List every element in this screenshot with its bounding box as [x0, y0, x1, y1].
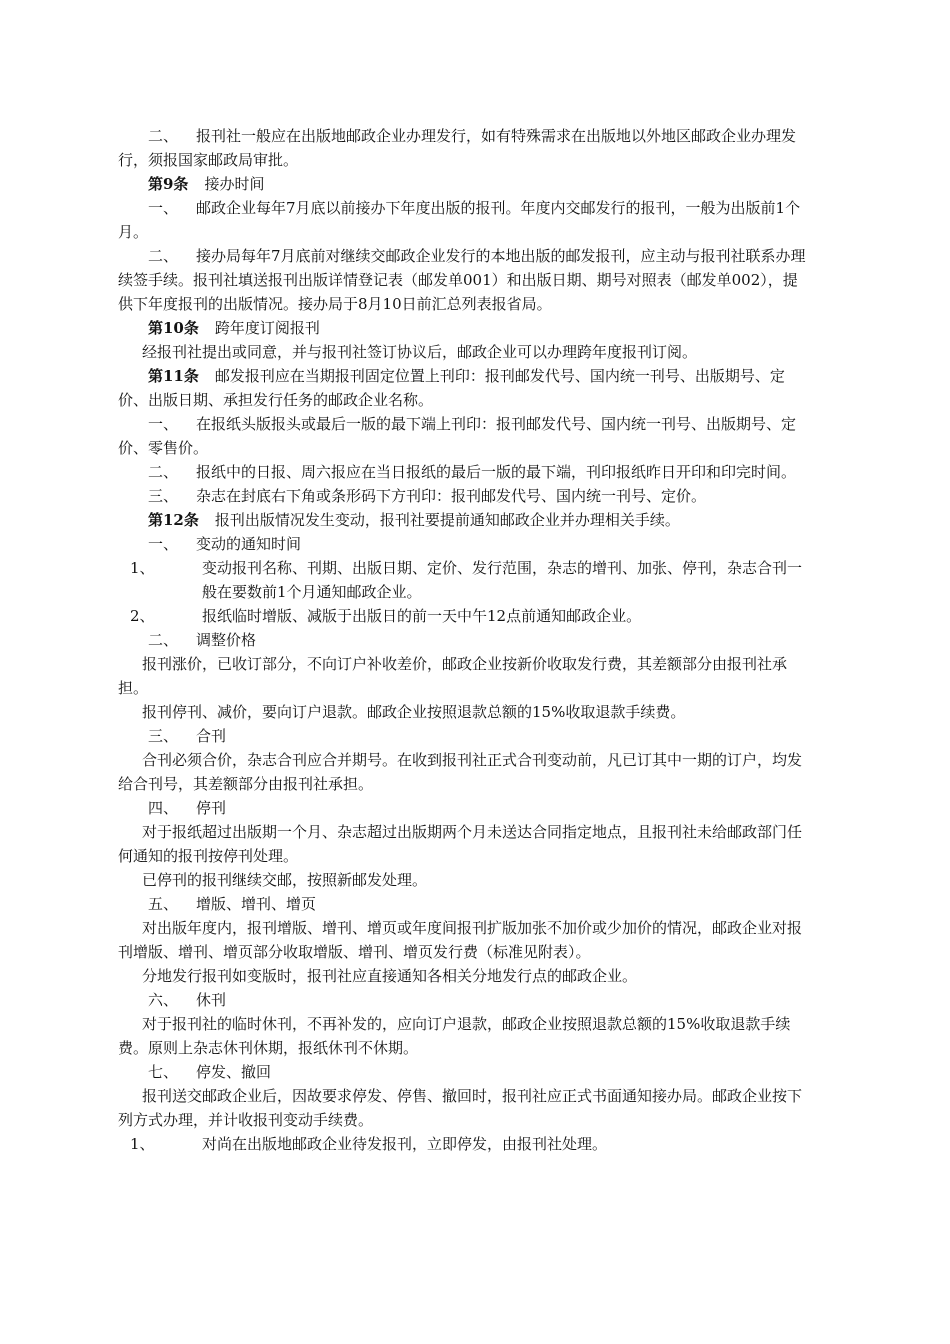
item-marker: 一、	[148, 535, 179, 553]
item-marker: 四、	[148, 799, 179, 817]
paragraph	[118, 988, 806, 1012]
paragraph	[118, 964, 806, 988]
paragraph-text: 邮政企业每年7月底以前接办下年度出版的报刊。年度内交邮发行的报刊，一般为出版前1个月。	[118, 199, 801, 241]
paragraph-text: 变动的通知时间	[196, 535, 302, 553]
article-number: 第10条	[148, 319, 199, 337]
sub-item-marker: 1、	[130, 1135, 155, 1153]
article-heading	[118, 508, 806, 532]
sub-item-text: 对尚在出版地邮政企业待发报刊，立即停发，由报刊社处理。	[202, 1135, 608, 1153]
sub-item	[118, 556, 806, 604]
paragraph-text: 休刊	[196, 991, 227, 1009]
paragraph-text: 对出版年度内，报刊增版、增刊、增页或年度间报刊扩版加张不加价或少加价的情况，邮政企业对报刊增版、增刊、增页部分收取增版、增刊、增页发行费（标准见附表）。	[118, 919, 803, 961]
paragraph-text: 杂志在封底右下角或条形码下方刊印：报刊邮发代号、国内统一刊号、定价。	[196, 487, 707, 505]
item-marker: 一、	[148, 415, 179, 433]
article-heading	[118, 316, 806, 340]
item-marker: 三、	[148, 487, 179, 505]
article-title: 跨年度订阅报刊	[214, 319, 320, 337]
paragraph	[118, 532, 806, 556]
article-number: 第12条	[148, 511, 199, 529]
paragraph	[118, 244, 806, 316]
paragraph-text: 停刊	[196, 799, 227, 817]
paragraph	[118, 196, 806, 244]
document-body	[118, 124, 806, 1156]
paragraph-text: 报刊停刊、减价，要向订户退款。邮政企业按照退款总额的15%收取退款手续费。	[142, 703, 686, 721]
paragraph	[118, 412, 806, 460]
sub-item-marker: 2、	[130, 607, 155, 625]
paragraph-text: 调整价格	[196, 631, 257, 649]
paragraph-text: 分地发行报刊如变版时，报刊社应直接通知各相关分地发行点的邮政企业。	[142, 967, 638, 985]
item-marker: 一、	[148, 199, 179, 217]
paragraph-text: 对于报纸超过出版期一个月、杂志超过出版期两个月未送达合同指定地点，且报刊社未给邮政部门任何通知的报刊按停刊处理。	[118, 823, 803, 865]
item-marker: 二、	[148, 463, 179, 481]
paragraph	[118, 484, 806, 508]
item-marker: 三、	[148, 727, 179, 745]
paragraph-text: 经报刊社提出或同意，并与报刊社签订协议后，邮政企业可以办理跨年度报刊订阅。	[142, 343, 698, 361]
article-heading	[118, 364, 806, 412]
paragraph	[118, 1012, 806, 1060]
paragraph-text: 合刊	[196, 727, 227, 745]
paragraph-text: 报刊社一般应在出版地邮政企业办理发行，如有特殊需求在出版地以外地区邮政企业办理发行，须报国家邮政局审批。	[118, 127, 797, 169]
article-number: 第9条	[148, 175, 189, 193]
paragraph-text: 已停刊的报刊继续交邮，按照新邮发处理。	[142, 871, 428, 889]
sub-item-text: 变动报刊名称、刊期、出版日期、定价、发行范围，杂志的增刊、加张、停刊，杂志合刊一般在要数前1个月通知邮政企业。	[202, 559, 803, 601]
paragraph-text: 报纸中的日报、周六报应在当日报纸的最后一版的最下端，刊印报纸昨日开印和印完时间。	[196, 463, 797, 481]
item-marker: 六、	[148, 991, 179, 1009]
paragraph-text: 报刊送交邮政企业后，因故要求停发、停售、撤回时，报刊社应正式书面通知接办局。邮政企业按下列方式办理，并计收报刊变动手续费。	[118, 1087, 803, 1129]
paragraph	[118, 1084, 806, 1132]
paragraph-text: 对于报刊社的临时休刊，不再补发的，应向订户退款，邮政企业按照退款总额的15%收取退款手续费。原则上杂志休刊休期，报纸休刊不休期。	[118, 1015, 791, 1057]
paragraph-text: 合刊必须合价，杂志合刊应合并期号。在收到报刊社正式合刊变动前，凡已订其中一期的订户，均发给合刊号，其差额部分由报刊社承担。	[118, 751, 803, 793]
paragraph	[118, 724, 806, 748]
paragraph-text: 停发、撤回	[196, 1063, 272, 1081]
paragraph	[118, 748, 806, 796]
article-text: 报刊出版情况发生变动，报刊社要提前通知邮政企业并办理相关手续。	[214, 511, 680, 529]
paragraph	[118, 700, 806, 724]
sub-item-marker: 1、	[130, 559, 155, 577]
item-marker: 二、	[148, 631, 179, 649]
article-text: 邮发报刊应在当期报刊固定位置上刊印：报刊邮发代号、国内统一刊号、出版期号、定价、出版日期、承担发行任务的邮政企业名称。	[118, 367, 785, 409]
paragraph	[118, 1060, 806, 1084]
paragraph-text: 增版、增刊、增页	[196, 895, 317, 913]
paragraph-text: 接办局每年7月底前对继续交邮政企业发行的本地出版的邮发报刊，应主动与报刊社联系办理续签手续。报刊社填送报刊出版详情登记表（邮发单001）和出版日期、期号对照表（邮发单002），提供下年度报刊的出版情况。接办局于8月10日前汇总列表报省局。	[118, 247, 806, 313]
paragraph	[118, 652, 806, 700]
paragraph	[118, 892, 806, 916]
paragraph	[118, 796, 806, 820]
sub-item	[118, 1132, 806, 1156]
item-marker: 五、	[148, 895, 179, 913]
article-number: 第11条	[148, 367, 199, 385]
article-heading	[118, 172, 806, 196]
paragraph	[118, 340, 806, 364]
paragraph-text: 报刊涨价，已收订部分，不向订户补收差价，邮政企业按新价收取发行费，其差额部分由报刊社承担。	[118, 655, 788, 697]
paragraph	[118, 628, 806, 652]
paragraph	[118, 868, 806, 892]
paragraph-text: 在报纸头版报头或最后一版的最下端上刊印：报刊邮发代号、国内统一刊号、出版期号、定价、零售价。	[118, 415, 797, 457]
item-marker: 七、	[148, 1063, 179, 1081]
article-title: 接办时间	[204, 175, 265, 193]
paragraph	[118, 124, 806, 172]
paragraph	[118, 916, 806, 964]
sub-item	[118, 604, 806, 628]
paragraph	[118, 460, 806, 484]
sub-item-text: 报纸临时增版、减版于出版日的前一天中午12点前通知邮政企业。	[202, 607, 642, 625]
item-marker: 二、	[148, 127, 179, 145]
paragraph	[118, 820, 806, 868]
item-marker: 二、	[148, 247, 179, 265]
